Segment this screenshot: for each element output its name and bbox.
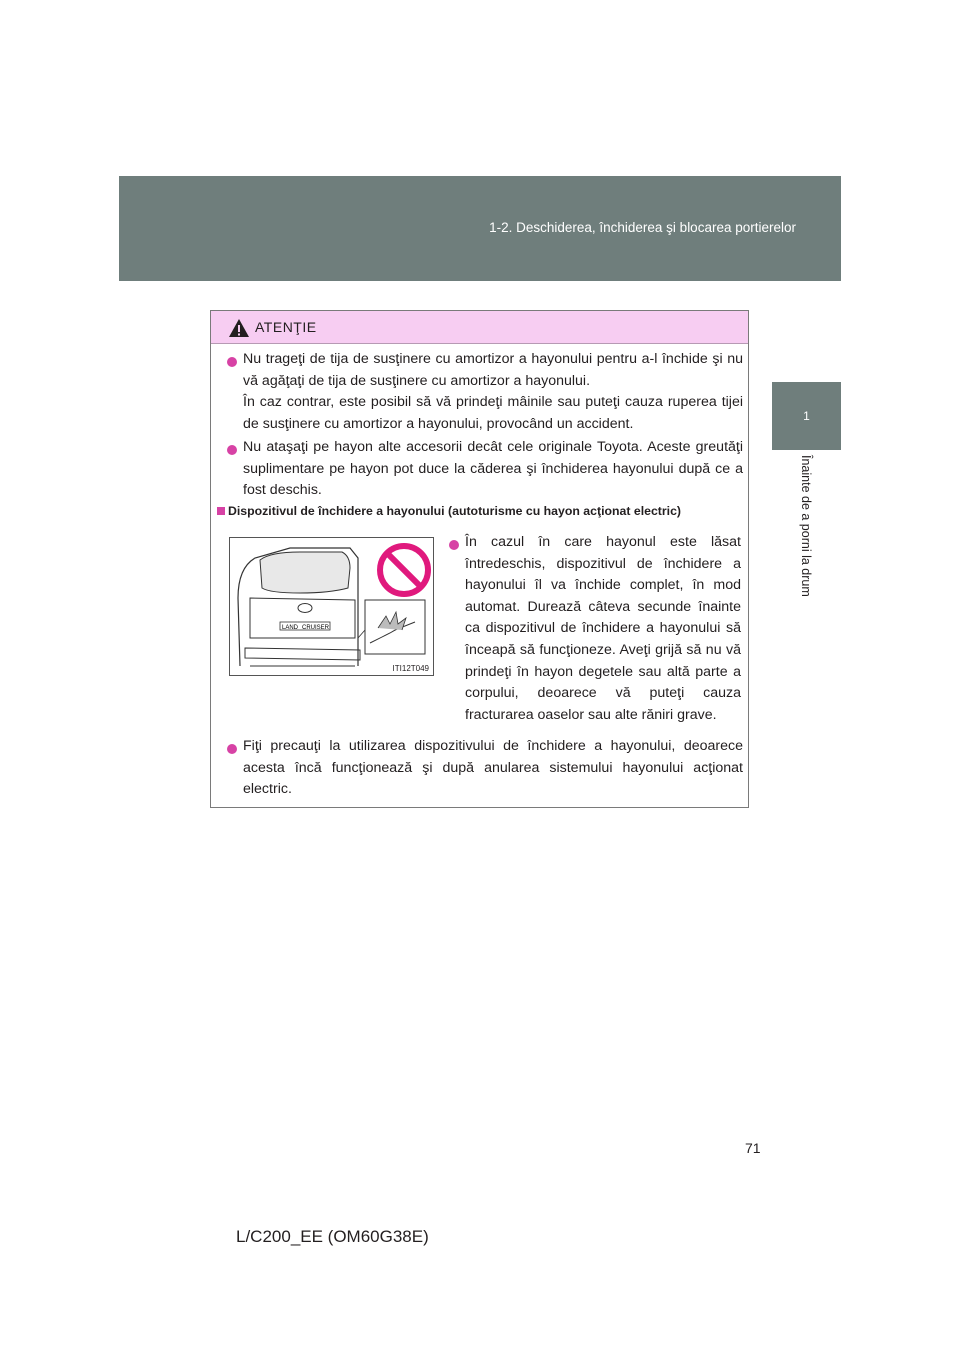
- subsection-square-icon: [217, 507, 225, 515]
- tailgate-drawing: [230, 538, 433, 675]
- warning-header: [211, 311, 748, 344]
- bullet-dot: [227, 445, 237, 455]
- warning-bullet-1: [243, 349, 743, 435]
- subsection-title: Dispozitivul de închidere a hayonului (autoturisme cu hayon acţionat electric): [228, 504, 682, 518]
- section-title: 1-2. Deschiderea, închiderea şi blocarea portierelor: [489, 220, 796, 235]
- bullet-dot: [449, 540, 459, 550]
- warning-bullet-1-line-2: În caz contrar, este posibil să vă prindeţi mâinile sau puteţi cauza ruperea tijei de susţinere cu amortizor a hayonului, provocând un accident.: [243, 394, 743, 432]
- chapter-tab: 1: [772, 382, 841, 450]
- bullet-dot: [227, 744, 237, 754]
- badge-cruiser: CRUISER: [302, 625, 330, 631]
- badge-land: LAND: [282, 625, 299, 631]
- page-number: 71: [745, 1140, 761, 1156]
- chapter-label: Înainte de a porni la drum: [799, 455, 813, 597]
- warning-bullet-2-line-1: Nu ataşaţi pe hayon alte accesorii decât cele originale Toyota. Aceste greutăţi suplimentare pe hayon pot duce la căderea şi închiderea hayonului după ce a fost deschis.: [243, 439, 743, 499]
- figure-code: ITI12T049: [392, 664, 429, 673]
- tailgate-illustration: [229, 537, 434, 676]
- warning-triangle-icon: [228, 318, 250, 338]
- last-bullet: Fiţi precauţi la utilizarea dispozitivului de închidere a hayonului, deoarece acesta încă funcţionează şi după anularea sistemului hayonului acţionat electric.: [243, 738, 743, 798]
- figure-bullet: În cazul în care hayonul este lăsat întredeschis, dispozitivul de închidere a hayonului îl va închide complet, în mod automat. Durează câteva secunde înainte ca dispozitivul de închidere a hayonului să înceapă să funcţioneze. Aveţi grijă să nu vă prindeţi în hayon degetele sau altă parte a corpului, deoarece vă puteţi cauza fracturarea oaselor sau alte răniri grave.: [465, 534, 741, 723]
- warning-bullet-2: [243, 437, 743, 502]
- bullet-dot: [227, 357, 237, 367]
- warning-box: [210, 310, 749, 808]
- footer-code: L/C200_EE (OM60G38E): [236, 1227, 429, 1246]
- warning-title: ATENŢIE: [255, 319, 317, 335]
- warning-bullet-1-line-1: Nu trageţi de tija de susţinere cu amortizor a hayonului pentru a-l închide şi nu vă agăţaţi de tija de susţinere cu amortizor a hayonului.: [243, 351, 743, 389]
